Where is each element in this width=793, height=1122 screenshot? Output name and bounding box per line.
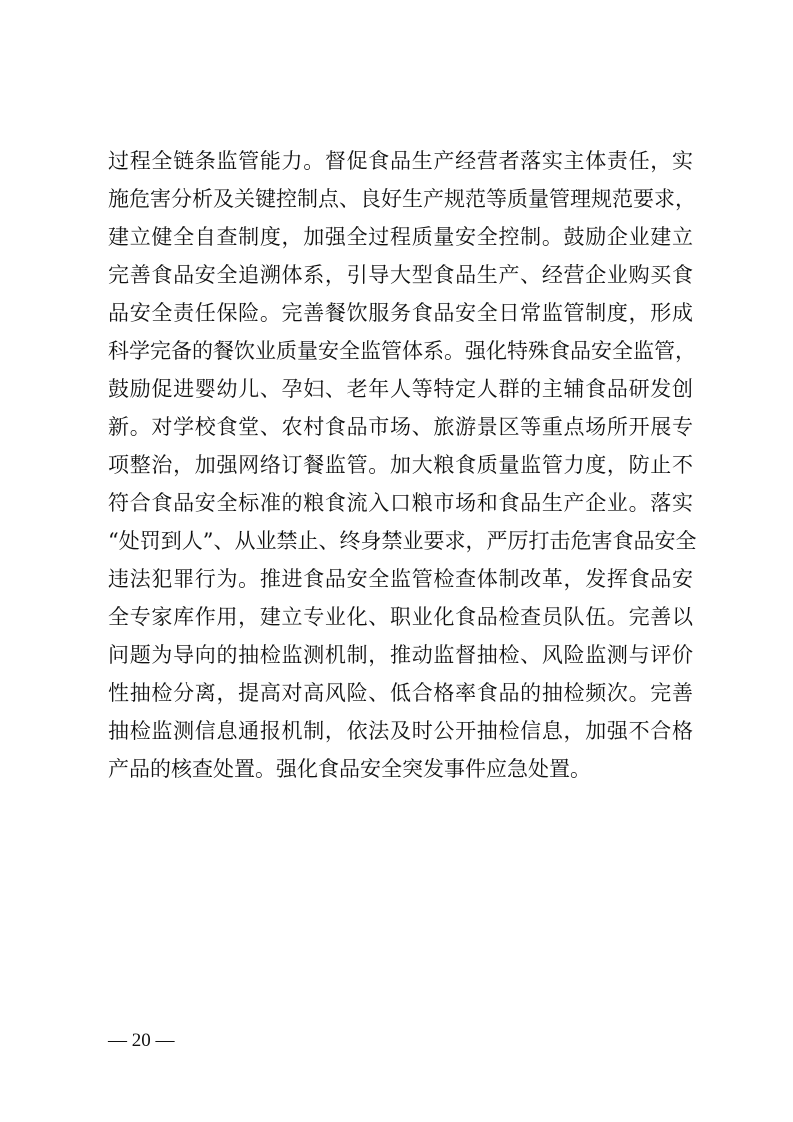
text-line: 抽检监测信息通报机制，依法及时公开抽检信息，加强不合格 — [108, 719, 693, 743]
text-line: 违法犯罪行为。推进食品安全监管检查体制改革，发挥食品安 — [108, 567, 693, 591]
text-line: 全专家库作用，建立专业化、职业化食品检查员队伍。完善以 — [108, 605, 693, 629]
text-line: 施危害分析及关键控制点、良好生产规范等质量管理规范要求， — [108, 187, 696, 211]
text-line: 鼓励促进婴幼儿、孕妇、老年人等特定人群的主辅食品研发创 — [108, 377, 693, 401]
text-line: 建立健全自查制度，加强全过程质量安全控制。鼓励企业建立 — [108, 225, 693, 249]
text-line: 产品的核查处置。强化食品安全突发事件应急处置。 — [108, 757, 591, 781]
text-line: 项整治，加强网络订餐监管。加大粮食质量监管力度，防止不 — [108, 453, 693, 477]
body-paragraph — [108, 142, 697, 788]
text-line: 完善食品安全追溯体系，引导大型食品生产、经营企业购买食 — [108, 263, 693, 287]
text-line: 品安全责任保险。完善餐饮服务食品安全日常监管制度，形成 — [108, 301, 693, 325]
text-line: 过程全链条监管能力。督促食品生产经营者落实主体责任，实 — [108, 149, 693, 173]
text-line: “处罚到人”、从业禁止、终身禁业要求，严厉打击危害食品安全 — [108, 529, 697, 553]
text-line: 符合食品安全标准的粮食流入口粮市场和食品生产企业。落实 — [108, 491, 693, 515]
text-line: 科学完备的餐饮业质量安全监管体系。强化特殊食品安全监管， — [108, 339, 696, 363]
text-line: 新。对学校食堂、农村食品市场、旅游景区等重点场所开展专 — [108, 415, 693, 439]
page-number: — 20 — — [108, 1030, 175, 1051]
text-line: 问题为导向的抽检监测机制，推动监督抽检、风险监测与评价 — [108, 643, 693, 667]
text-line: 性抽检分离，提高对高风险、低合格率食品的抽检频次。完善 — [108, 681, 693, 705]
